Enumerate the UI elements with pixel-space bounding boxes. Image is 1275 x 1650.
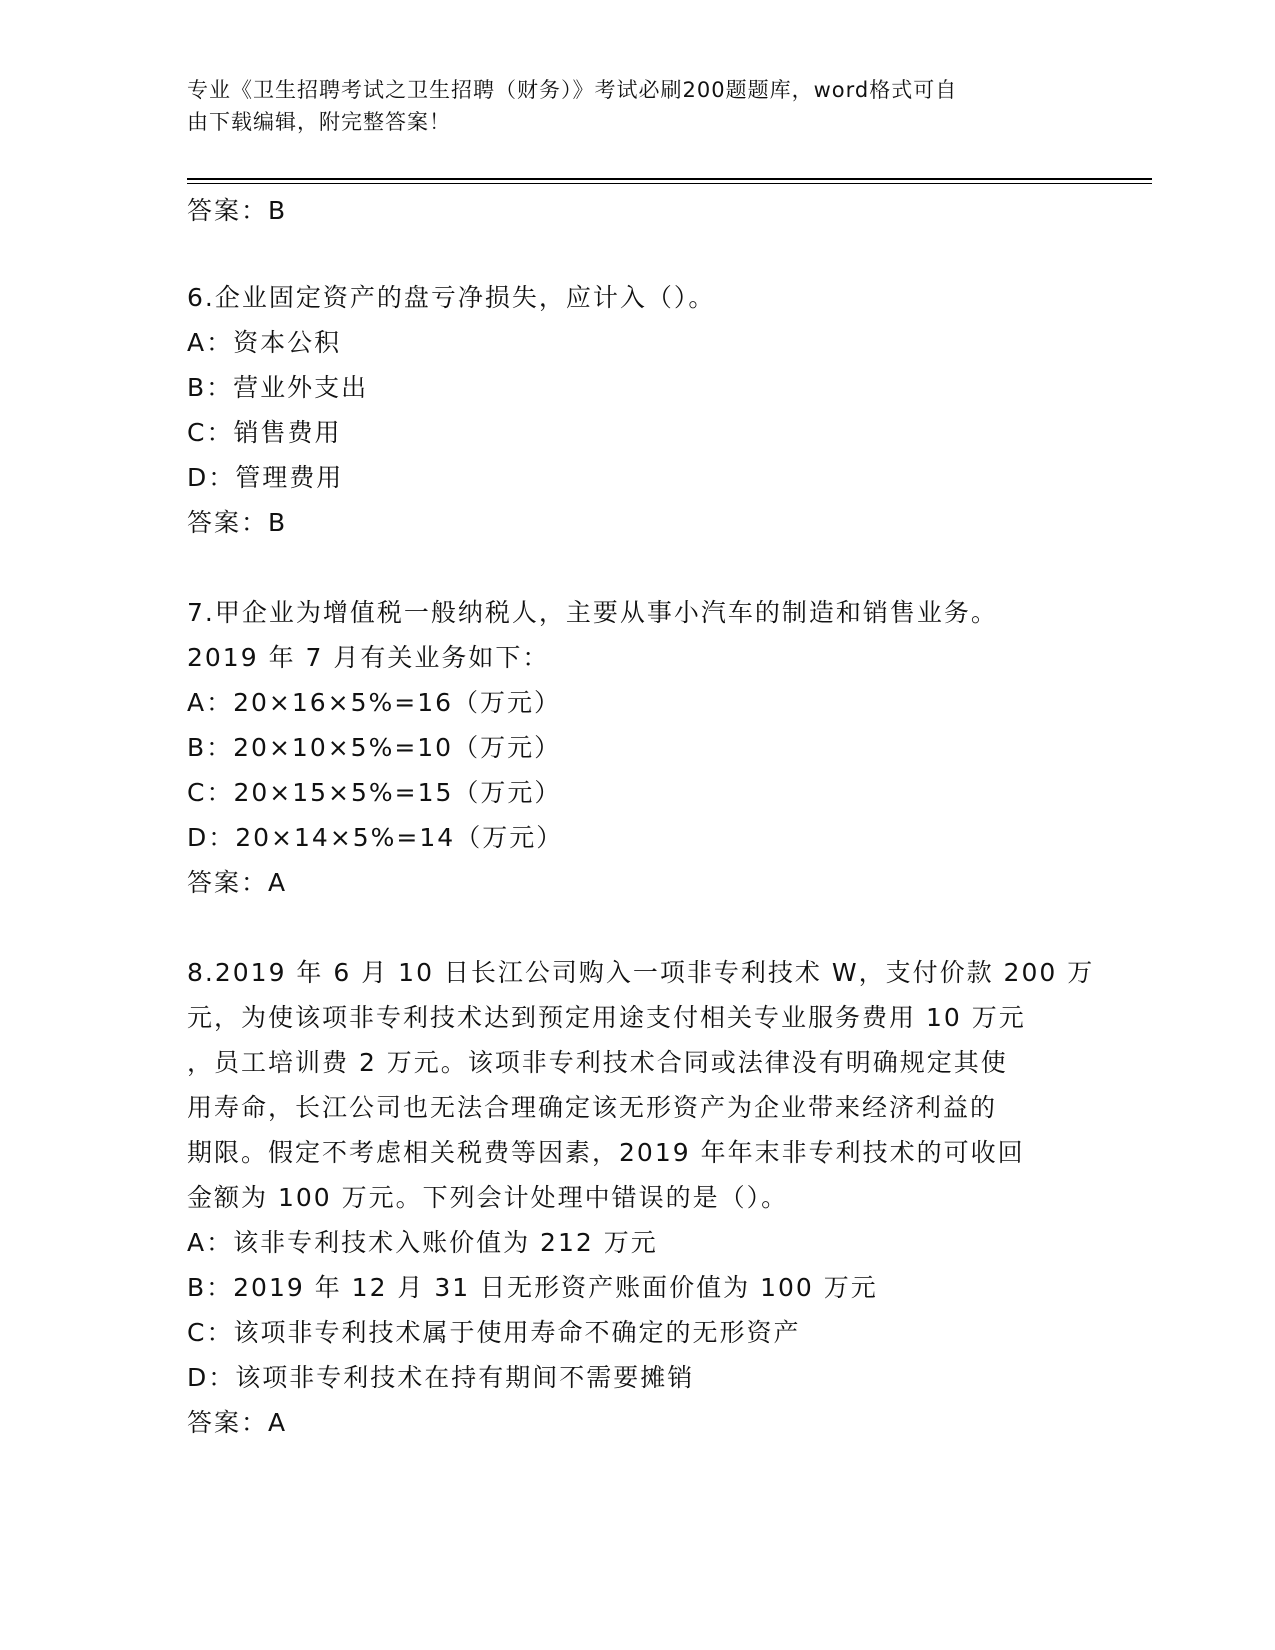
question-stem-line: 期限。假定不考虑相关税费等因素，2019 年年末非专利技术的可收回 [187,1138,1025,1167]
question-stem-line: 7.甲企业为增值税一般纳税人，主要从事小汽车的制造和销售业务。 [187,598,998,627]
document-header [187,74,1067,138]
option-c: C：销售费用 [187,418,342,447]
question-stem-line: ，员工培训费 2 万元。该项非专利技术合同或法律没有明确规定其使 [187,1048,1008,1077]
answer: 答案：A [187,868,288,897]
option-a: A：该非专利技术入账价值为 212 万元 [187,1228,658,1257]
answer: 答案：A [187,1408,288,1437]
question-stem-line: 元，为使该项非专利技术达到预定用途支付相关专业服务费用 10 万元 [187,1003,1026,1032]
option-b: B：2019 年 12 月 31 日无形资产账面价值为 100 万元 [187,1273,878,1302]
option-d: D：管理费用 [187,463,344,492]
question-stem-line: 2019 年 7 月有关业务如下： [187,643,550,672]
option-c: C：20×15×5%=15（万元） [187,778,562,807]
option-b: B：营业外支出 [187,373,369,402]
spacer [187,545,1087,590]
option-d: D：20×14×5%=14（万元） [187,823,564,852]
question-stem-line: 8.2019 年 6 月 10 日长江公司购入一项非专利技术 W，支付价款 200 万 [187,958,1095,987]
option-b: B：20×10×5%=10（万元） [187,733,562,762]
answer: 答案：B [187,508,288,537]
option-d: D：该项非专利技术在持有期间不需要摊销 [187,1363,695,1392]
option-a: A：资本公积 [187,328,342,357]
previous-answer: 答案：B [187,196,288,225]
header-line-1: 专业《卫生招聘考试之卫生招聘（财务）》考试必刷200题题库，word格式可自 [187,78,958,102]
question-6 [187,275,1087,545]
question-8 [187,950,1095,1445]
option-a: A：20×16×5%=16（万元） [187,688,562,717]
header-rule-thick [187,178,1152,180]
question-stem: 6.企业固定资产的盘亏净损失，应计入（）。 [187,283,716,312]
question-7 [187,590,1087,905]
option-c: C：该项非专利技术属于使用寿命不确定的无形资产 [187,1318,801,1347]
spacer [187,233,1087,275]
header-rule-thin [187,183,1152,184]
question-stem-line: 金额为 100 万元。下列会计处理中错误的是（）。 [187,1183,789,1212]
question-content [187,188,1095,1445]
spacer [187,905,1087,950]
header-line-2: 由下载编辑，附完整答案！ [187,110,451,134]
question-stem-line: 用寿命，长江公司也无法合理确定该无形资产为企业带来经济利益的 [187,1093,998,1122]
